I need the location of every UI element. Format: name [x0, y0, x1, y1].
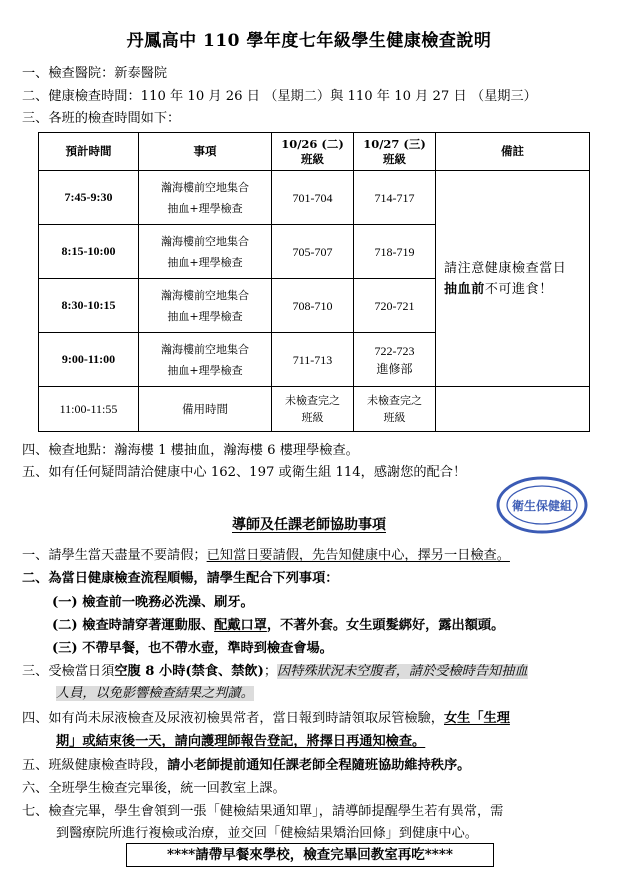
- row-event-line1: 瀚海樓前空地集合: [161, 180, 249, 194]
- row-day1-class-line1: 未檢查完之: [285, 394, 340, 407]
- table-row: [39, 171, 590, 225]
- row-event: [139, 333, 272, 387]
- row-event-line1: 瀚海樓前空地集合: [161, 288, 249, 302]
- teacher-item-3-sep: ；: [263, 664, 278, 679]
- teacher-item-3-highlight: 因特殊狀況未空腹者，請於受檢時告知抽血: [277, 664, 528, 679]
- note-text-1: 請注意健康檢查當日: [444, 260, 567, 276]
- row-day1-class: 705-707: [272, 225, 354, 279]
- teacher-item-2-2-rest: ，不著外套。女生頭髮綁好，露出額頭。: [266, 618, 505, 633]
- row-time: 11:00-11:55: [39, 387, 139, 432]
- teacher-item-5-bold: 請小老師提前通知任課老師全程隨班協助維持秩序。: [167, 758, 471, 773]
- note-cell: [436, 171, 590, 387]
- teacher-item-5: [22, 757, 470, 775]
- row-day1-class: [272, 387, 354, 432]
- row-event-line2: 抽血+理學檢查: [167, 309, 243, 323]
- teacher-item-3-text: 三、受檢當日須: [22, 664, 115, 679]
- row-event: [139, 225, 272, 279]
- teacher-item-3-highlight-cont: 人員，以免影響檢查結果之判讀。: [56, 686, 254, 701]
- row-time: 7:45-9:30: [39, 171, 139, 225]
- teacher-item-2-2: [52, 617, 504, 635]
- row-event: [139, 171, 272, 225]
- row-day2-class-line2: 進修部: [376, 361, 413, 376]
- teacher-item-1-text: 一、請學生當天盡量不要請假；: [22, 548, 207, 563]
- header-time: 預計時間: [39, 133, 139, 171]
- note-text-2: 不可進食！: [484, 281, 553, 297]
- row-event-line2: 抽血+理學檢查: [167, 201, 243, 215]
- row-time: 9:00-11:00: [39, 333, 139, 387]
- page-title: 丹鳳高中 110 學年度七年級學生健康檢查說明: [126, 31, 492, 51]
- teacher-item-3-cont: [56, 685, 254, 703]
- header-day1-date: 10/26 (二): [281, 136, 344, 151]
- header-event: 事項: [139, 133, 272, 171]
- header-day1-class: 班級: [301, 151, 324, 166]
- row-note-empty: [436, 387, 590, 432]
- teacher-item-2-2-underlined: 配戴口罩: [214, 618, 267, 633]
- header-day1: [272, 133, 354, 171]
- row-day2-class-line2: 班級: [383, 411, 406, 424]
- row-day2-class-line1: 未檢查完之: [367, 394, 422, 407]
- row-day2-class: [354, 387, 436, 432]
- header-day2: [354, 133, 436, 171]
- row-day2-class: 714-717: [354, 171, 436, 225]
- teacher-item-4-cont: 期」或結束後一天，請向護理師報告登記，將擇日再通知檢查。: [56, 734, 426, 749]
- teacher-item-2-1: (一) 檢查前一晚務必洗澡、刷牙。: [52, 595, 254, 610]
- teacher-section-title: 導師及任課老師協助事項: [232, 517, 386, 533]
- info-hospital: 一、檢查醫院：新泰醫院: [22, 66, 168, 81]
- header-note: 備註: [436, 133, 590, 171]
- info-schedule-intro: 三、各班的檢查時間如下：: [22, 111, 181, 126]
- info-contact: 五、如有任何疑問請洽健康中心 162、197 或衛生組 114，感謝您的配合！: [22, 465, 467, 480]
- teacher-item-4-underlined: 女生「生理: [444, 711, 510, 726]
- teacher-item-4: [22, 710, 510, 728]
- table-header-row: [39, 133, 590, 171]
- row-event: [139, 279, 272, 333]
- row-day2-class: 720-721: [354, 279, 436, 333]
- info-dates: 二、健康檢查時間：110 年 10 月 26 日 （星期二）與 110 年 10 月 27 日 （星期三）: [22, 89, 537, 104]
- row-day2-class: 711-713: [272, 333, 354, 387]
- table-row-reserve: [39, 387, 590, 432]
- schedule-table: [38, 132, 590, 432]
- seal-text: 衛生保健組: [511, 499, 573, 513]
- teacher-item-2-2-text: (二) 檢查時請穿著運動服、: [52, 618, 215, 633]
- row-day1-class: 708-710: [272, 279, 354, 333]
- row-day2-class: 718-719: [354, 225, 436, 279]
- row-time: 8:30-10:15: [39, 279, 139, 333]
- row-day2-class-line1: 722-723: [374, 343, 415, 358]
- teacher-item-1-underlined: 已知當日要請假，先告知健康中心，擇另一日檢查。: [206, 548, 510, 563]
- teacher-item-2: 二、為當日健康檢查流程順暢，請學生配合下列事項：: [22, 571, 339, 586]
- info-location: 四、檢查地點：瀚海樓 1 樓抽血，瀚海樓 6 樓理學檢查。: [22, 443, 359, 458]
- teacher-item-2-3: (三) 不帶早餐，也不帶水壺，準時到檢查會場。: [52, 641, 333, 656]
- row-day1-class: 701-704: [272, 171, 354, 225]
- header-day2-class: 班級: [383, 151, 406, 166]
- teacher-item-5-text: 五、班級健康檢查時段，: [22, 758, 168, 773]
- row-day1-class-line2: 班級: [301, 411, 324, 424]
- teacher-item-3-bold: 空腹 8 小時(禁食、禁飲): [114, 664, 264, 679]
- teacher-item-7: 七、檢查完畢，學生會領到一張「健檢結果通知單」，請導師提醒學生若有異常，需: [22, 804, 504, 819]
- header-day2-date: 10/27 (三): [363, 136, 426, 151]
- teacher-item-7-cont: 到醫療院所進行複檢或治療，並交回「健檢結果矯治回條」到健康中心。: [56, 826, 478, 841]
- teacher-item-3: [22, 663, 528, 681]
- row-event-line1: 瀚海樓前空地集合: [161, 342, 249, 356]
- teacher-item-1: [22, 547, 510, 565]
- footer-reminder: ****請帶早餐來學校，檢查完畢回教室再吃****: [126, 843, 494, 867]
- row-event: 備用時間: [139, 387, 272, 432]
- teacher-item-4-text: 四、如有尚未尿液檢查及尿液初檢異常者，當日報到時請領取尿管檢驗，: [22, 711, 444, 726]
- row-day2-class-multi: [354, 333, 436, 387]
- row-event-line1: 瀚海樓前空地集合: [161, 234, 249, 248]
- row-event-line2: 抽血+理學檢查: [167, 255, 243, 269]
- teacher-item-6: 六、全班學生檢查完畢後，統一回教室上課。: [22, 781, 286, 796]
- row-time: 8:15-10:00: [39, 225, 139, 279]
- row-event-line2: 抽血+理學檢查: [167, 363, 243, 377]
- note-text-bold: 抽血前: [444, 281, 485, 297]
